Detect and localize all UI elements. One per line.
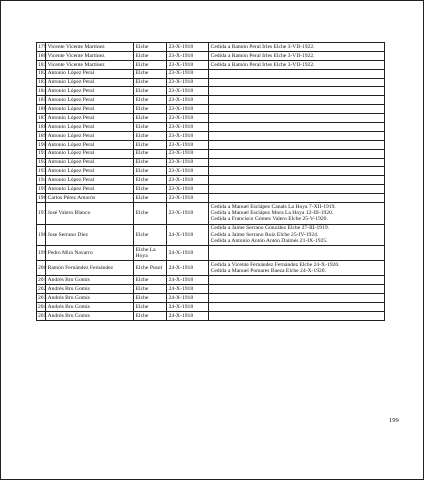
table-row — [37, 51, 385, 60]
cell-date: 24-X-1918 — [167, 224, 209, 245]
note-line: Cedida a Manuel Esclápez Canals La Hoya 7-XII-1919. — [210, 203, 336, 210]
cell-place: Elche — [134, 194, 167, 203]
table-row — [37, 149, 385, 158]
cell-number: 192 — [38, 159, 47, 166]
cell-place: Elche — [134, 51, 167, 60]
table-row — [37, 224, 385, 245]
cell-place: Elche — [134, 185, 167, 194]
cell-name: Pedro Mira Navarro — [46, 246, 134, 261]
note-line: Cedida a Ramón Peral Irles Elche 3-VII-1922. — [210, 52, 315, 59]
note-line: Cedida a Manuel Pomares Baeza Elche 24-X-1920. — [210, 268, 327, 275]
table-row — [37, 285, 385, 294]
cell-number: 200 — [37, 261, 46, 276]
cell-date: 24-X-1918 — [167, 276, 209, 285]
note-line: Cedida a Ramón Peral Irles Elche 3-VII-1922. — [210, 61, 315, 68]
cell-place: Elche — [134, 43, 167, 52]
note-line: Cedida a Jaime Serrano González Elche 27-III-1919. — [210, 225, 330, 232]
cell-name: Antonio López Peral — [46, 123, 134, 132]
cell-place: Elche La Hoya — [134, 246, 167, 261]
cell-notes — [209, 261, 385, 276]
cell-date: 23-X-1918 — [167, 87, 209, 96]
table-row — [37, 123, 385, 132]
cell-name: Antonio López Peral — [46, 176, 134, 185]
cell-notes — [209, 276, 385, 285]
cell-name: Antonio López Peral — [46, 140, 134, 149]
page-number: 199 — [389, 417, 399, 424]
cell-notes — [209, 51, 385, 60]
cell-date: 23-X-1918 — [167, 140, 209, 149]
cell-date: 23-X-1918 — [167, 60, 209, 69]
table-row — [37, 87, 385, 96]
cell-name: Antonio López Peral — [46, 149, 134, 158]
cell-date: 23-X-1918 — [167, 149, 209, 158]
cell-date: 23-X-1918 — [167, 105, 209, 114]
table-row — [37, 185, 385, 194]
cell-number: 201 — [38, 277, 47, 284]
cell-place: Elche — [134, 78, 167, 87]
cell-notes — [209, 285, 385, 294]
cell-name: Antonio López Peral — [46, 167, 134, 176]
cell-place: Elche — [134, 131, 167, 140]
note-line: Cedida a Ramón Peral Irles Elche 3-VII-1922. — [210, 43, 315, 50]
table-row — [37, 311, 385, 320]
cell-place: Elche — [134, 149, 167, 158]
cell-name: José Valero Blanco — [46, 203, 134, 224]
cell-number: 184 — [38, 88, 47, 95]
cell-date: 24-X-1918 — [167, 246, 209, 261]
cell-notes — [209, 176, 385, 185]
cell-notes — [209, 105, 385, 114]
cell-number: 196 — [38, 194, 47, 201]
cell-notes — [209, 140, 385, 149]
registry-table-body — [37, 43, 385, 321]
cell-place: Elche Pusol — [134, 261, 167, 276]
cell-name: Vicente Vicente Martínez — [46, 60, 134, 69]
note-line: Cedida a Antonio Antón Antón Daimés 21-IX-1925. — [210, 237, 328, 244]
cell-notes — [209, 149, 385, 158]
cell-date: 24-X-1918 — [167, 285, 209, 294]
table-row — [37, 96, 385, 105]
table-row — [37, 276, 385, 285]
table-row — [37, 167, 385, 176]
cell-name: Andrés Bru Gomis — [46, 276, 134, 285]
table-row — [37, 246, 385, 261]
cell-number: 183 — [38, 79, 47, 86]
cell-number: 193 — [38, 168, 47, 175]
table-row — [37, 60, 385, 69]
cell-place: Elche — [134, 140, 167, 149]
cell-notes — [209, 114, 385, 123]
cell-number: 190 — [38, 141, 47, 148]
table-row — [37, 194, 385, 203]
cell-date: 23-X-1918 — [167, 203, 209, 224]
cell-place: Elche — [134, 285, 167, 294]
cell-notes — [209, 43, 385, 52]
cell-name: Antonio López Peral — [46, 87, 134, 96]
cell-name: Antonio López Peral — [46, 96, 134, 105]
cell-number: 179 — [38, 43, 47, 50]
cell-number: 189 — [38, 132, 47, 139]
table-row — [37, 294, 385, 303]
cell-date: 23-X-1918 — [167, 96, 209, 105]
cell-place: Elche — [134, 167, 167, 176]
cell-place: Elche — [134, 105, 167, 114]
cell-date: 23-X-1918 — [167, 114, 209, 123]
cell-date: 23-X-1918 — [167, 43, 209, 52]
cell-number: 204 — [38, 303, 47, 310]
cell-number: 194 — [38, 177, 47, 184]
cell-place: Elche — [134, 69, 167, 78]
cell-name: Ramón Fernández Fernández — [46, 261, 134, 276]
cell-date: 24-X-1918 — [167, 261, 209, 276]
registry-table — [36, 42, 385, 321]
cell-name: Andrés Bru Gomis — [46, 303, 134, 312]
cell-name: Antonio López Peral — [46, 131, 134, 140]
cell-notes — [209, 123, 385, 132]
cell-notes — [209, 224, 385, 245]
cell-notes — [209, 158, 385, 167]
cell-date: 24-X-1918 — [167, 294, 209, 303]
cell-name: Vicente Vicente Martínez — [46, 51, 134, 60]
cell-name: Vicente Vicente Martínez — [46, 43, 134, 52]
table-row — [37, 203, 385, 224]
cell-date: 23-X-1918 — [167, 131, 209, 140]
cell-number: 191 — [38, 150, 47, 157]
cell-place: Elche — [134, 123, 167, 132]
cell-number: 205 — [38, 312, 47, 319]
note-line: Cedida a Manuel Esclápez Mora La Hoya 12-III-1920. — [210, 210, 334, 217]
table-row — [37, 261, 385, 276]
cell-place: Elche — [134, 276, 167, 285]
cell-notes — [209, 78, 385, 87]
cell-name: Andrés Bru Gomis — [46, 311, 134, 320]
cell-number: 197 — [37, 203, 46, 224]
cell-number: 185 — [38, 97, 47, 104]
cell-name: Andrés Bru Gomis — [46, 294, 134, 303]
cell-notes — [209, 167, 385, 176]
table-row — [37, 69, 385, 78]
cell-date: 23-X-1918 — [167, 78, 209, 87]
cell-number: 182 — [38, 70, 47, 77]
table-row — [37, 140, 385, 149]
cell-date: 23-X-1918 — [167, 185, 209, 194]
table-row — [37, 303, 385, 312]
cell-notes — [209, 87, 385, 96]
cell-name: Antonio López Peral — [46, 158, 134, 167]
note-line: Cedida a Vicente Fernández Fernández Elche 24-X-1920. — [210, 261, 340, 268]
cell-number: 199 — [37, 246, 46, 261]
cell-notes — [209, 96, 385, 105]
cell-date: 24-X-1918 — [167, 303, 209, 312]
table-row — [37, 105, 385, 114]
cell-place: Elche — [134, 60, 167, 69]
cell-place: Elche — [134, 176, 167, 185]
cell-notes — [209, 131, 385, 140]
table-row — [37, 158, 385, 167]
cell-place: Elche — [134, 96, 167, 105]
cell-date: 23-X-1918 — [167, 158, 209, 167]
cell-name: Antonio López Peral — [46, 114, 134, 123]
table-row — [37, 176, 385, 185]
cell-number: 195 — [38, 186, 47, 193]
cell-date: 23-X-1918 — [167, 51, 209, 60]
cell-name: Antonio López Peral — [46, 69, 134, 78]
cell-name: Antonio López Peral — [46, 105, 134, 114]
cell-notes — [209, 194, 385, 203]
cell-date: 23-X-1918 — [167, 123, 209, 132]
note-line: Cedida a Jaime Serrano Ruiz Elche 25-IV-1924. — [210, 231, 319, 238]
cell-name: Antonio López Peral — [46, 78, 134, 87]
cell-name: Jose Serrano Díez — [46, 224, 134, 245]
cell-notes — [209, 203, 385, 224]
table-row — [37, 43, 385, 52]
cell-place: Elche — [134, 203, 167, 224]
cell-notes — [209, 311, 385, 320]
cell-name: Carlos Pérez Amorós — [46, 194, 134, 203]
cell-place: Elche — [134, 87, 167, 96]
cell-notes — [209, 294, 385, 303]
cell-place: Elche — [134, 158, 167, 167]
cell-notes — [209, 303, 385, 312]
cell-number: 186 — [38, 106, 47, 113]
cell-notes — [209, 60, 385, 69]
note-line: Cedida a Francisco Gómez Valero Elche 25-V-1920. — [210, 216, 328, 223]
cell-date: 23-X-1918 — [167, 194, 209, 203]
cell-place: Elche — [134, 114, 167, 123]
table-row — [37, 131, 385, 140]
table-row — [37, 114, 385, 123]
cell-place: Elche — [134, 311, 167, 320]
cell-notes — [209, 69, 385, 78]
cell-number: 180 — [38, 52, 47, 59]
cell-place: Elche — [134, 224, 167, 245]
cell-date: 24-X-1918 — [167, 311, 209, 320]
cell-number: 181 — [38, 61, 47, 68]
cell-name: Antonio López Peral — [46, 185, 134, 194]
cell-date: 23-X-1918 — [167, 176, 209, 185]
cell-date: 23-X-1918 — [167, 167, 209, 176]
cell-number: 198 — [37, 224, 46, 245]
cell-notes — [209, 185, 385, 194]
cell-date: 23-X-1918 — [167, 69, 209, 78]
cell-place: Elche — [134, 303, 167, 312]
cell-name: Andrés Bru Gomis — [46, 285, 134, 294]
cell-number: 188 — [38, 123, 47, 130]
table-row — [37, 78, 385, 87]
cell-notes — [209, 246, 385, 261]
cell-number: 202 — [38, 286, 47, 293]
cell-number: 187 — [38, 114, 47, 121]
cell-place: Elche — [134, 294, 167, 303]
cell-number: 203 — [38, 294, 47, 301]
